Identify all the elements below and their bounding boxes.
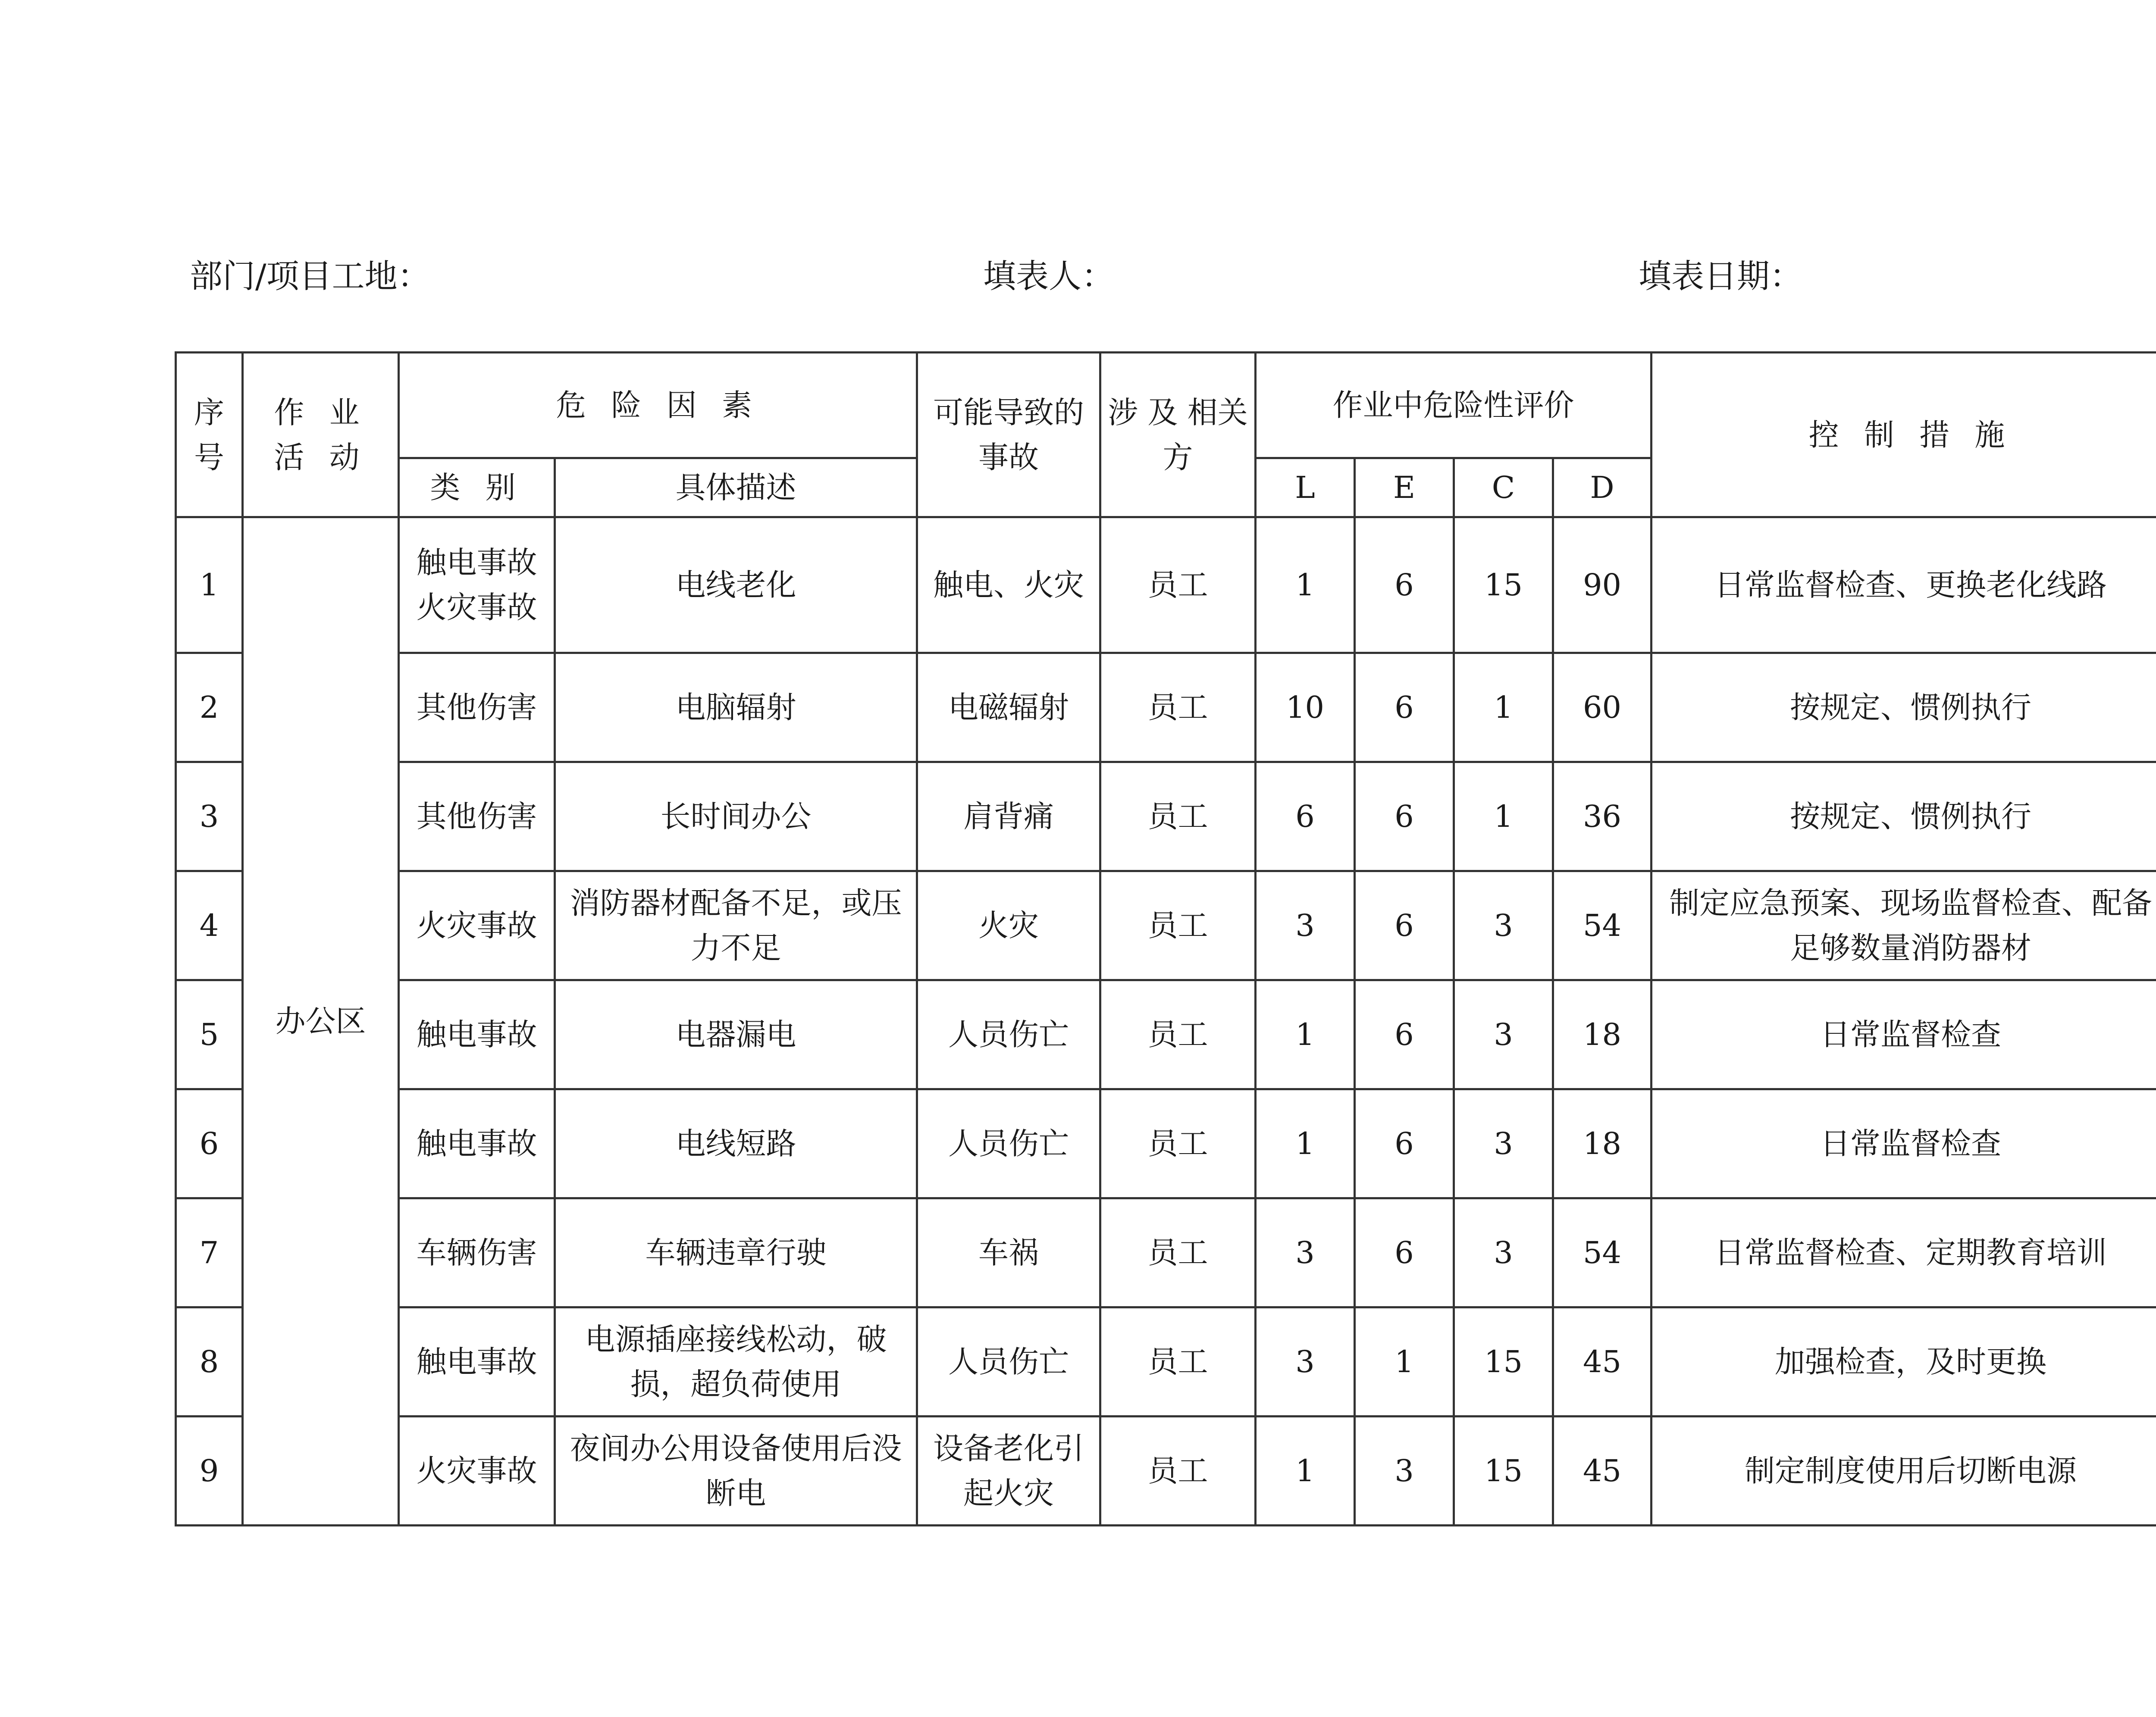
seq-cell: 5 [176,980,243,1089]
table-row [176,762,2156,871]
c-cell: 1 [1454,653,1553,762]
header-category: 类 别 [399,458,555,517]
d-cell: 90 [1553,517,1651,653]
date-label: 填表日期： [1639,257,1802,295]
header-row-1 [176,353,2156,458]
e-cell: 6 [1355,517,1454,653]
seq-cell: 8 [176,1307,243,1417]
e-cell: 1 [1355,1307,1454,1417]
d-cell: 18 [1553,1089,1651,1198]
c-cell: 3 [1454,871,1553,980]
form-header [0,241,2156,302]
party-cell: 员工 [1100,1089,1256,1198]
control-cell: 按规定、惯例执行 [1651,762,2156,871]
d-cell: 45 [1553,1307,1651,1417]
party-cell: 员工 [1100,1198,1256,1307]
category-cell: 其他伤害 [399,762,555,871]
e-cell: 6 [1355,1198,1454,1307]
seq-cell: 7 [176,1198,243,1307]
accident-cell: 设备老化引起火灾 [917,1417,1100,1526]
d-cell: 45 [1553,1417,1651,1526]
party-cell: 员工 [1100,762,1256,871]
accident-cell: 人员伤亡 [917,1307,1100,1417]
l-cell: 3 [1256,1198,1355,1307]
e-cell: 6 [1355,762,1454,871]
accident-cell: 人员伤亡 [917,980,1100,1089]
control-cell: 制定应急预案、现场监督检查、配备足够数量消防器材 [1651,871,2156,980]
category-cell: 车辆伤害 [399,1198,555,1307]
d-cell: 36 [1553,762,1651,871]
c-cell: 15 [1454,1307,1553,1417]
l-cell: 3 [1256,871,1355,980]
description-cell: 电线短路 [555,1089,917,1198]
party-cell: 员工 [1100,653,1256,762]
l-cell: 10 [1256,653,1355,762]
accident-cell: 触电、火灾 [917,517,1100,653]
l-cell: 3 [1256,1307,1355,1417]
accident-cell: 车祸 [917,1198,1100,1307]
department-label: 部门/项目工地： [190,257,430,295]
table-row [176,871,2156,980]
table-row [176,1307,2156,1417]
party-cell: 员工 [1100,871,1256,980]
d-cell: 18 [1553,980,1651,1089]
header-hazard-factors: 危 险 因 素 [399,353,917,458]
c-cell: 15 [1454,517,1553,653]
header-description: 具体描述 [555,458,917,517]
control-cell: 日常监督检查 [1651,980,2156,1089]
party-cell: 员工 [1100,980,1256,1089]
c-cell: 15 [1454,1417,1553,1526]
category-cell: 其他伤害 [399,653,555,762]
description-cell: 长时间办公 [555,762,917,871]
category-cell: 触电事故火灾事故 [399,517,555,653]
accident-cell: 人员伤亡 [917,1089,1100,1198]
header-seq: 序号 [176,353,243,517]
description-cell: 电线老化 [555,517,917,653]
d-cell: 60 [1553,653,1651,762]
header-possible-accident: 可能导致的事故 [917,353,1100,517]
header-c: C [1454,458,1553,517]
control-cell: 日常监督检查、更换老化线路 [1651,517,2156,653]
filler-label: 填表人： [983,257,1114,295]
c-cell: 1 [1454,762,1553,871]
e-cell: 6 [1355,653,1454,762]
category-cell: 触电事故 [399,980,555,1089]
c-cell: 3 [1454,1198,1553,1307]
seq-cell: 9 [176,1417,243,1526]
accident-cell: 火灾 [917,871,1100,980]
accident-cell: 肩背痛 [917,762,1100,871]
header-risk-evaluation: 作业中危险性评价 [1256,353,1651,458]
table-row [176,1198,2156,1307]
control-cell: 加强检查，及时更换 [1651,1307,2156,1417]
l-cell: 1 [1256,517,1355,653]
e-cell: 6 [1355,980,1454,1089]
header-activity: 作 业 活 动 [243,353,399,517]
description-cell: 消防器材配备不足，或压力不足 [555,871,917,980]
description-cell: 电器漏电 [555,980,917,1089]
l-cell: 1 [1256,1089,1355,1198]
l-cell: 6 [1256,762,1355,871]
party-cell: 员工 [1100,517,1256,653]
table-row [176,1089,2156,1198]
d-cell: 54 [1553,871,1651,980]
e-cell: 6 [1355,871,1454,980]
seq-cell: 1 [176,517,243,653]
e-cell: 6 [1355,1089,1454,1198]
description-cell: 车辆违章行驶 [555,1198,917,1307]
header-control-measures: 控 制 措 施 [1651,353,2156,517]
control-cell: 制定制度使用后切断电源 [1651,1417,2156,1526]
header-related-parties: 涉 及 相关方 [1100,353,1256,517]
party-cell: 员工 [1100,1417,1256,1526]
category-cell: 火灾事故 [399,1417,555,1526]
category-cell: 触电事故 [399,1089,555,1198]
party-cell: 员工 [1100,1307,1256,1417]
description-cell: 夜间办公用设备使用后没断电 [555,1417,917,1526]
seq-cell: 3 [176,762,243,871]
category-cell: 触电事故 [399,1307,555,1417]
seq-cell: 6 [176,1089,243,1198]
l-cell: 1 [1256,1417,1355,1526]
table-row [176,653,2156,762]
seq-cell: 4 [176,871,243,980]
table-row [176,1417,2156,1526]
header-l: L [1256,458,1355,517]
c-cell: 3 [1454,1089,1553,1198]
header-d: D [1553,458,1651,517]
header-e: E [1355,458,1454,517]
c-cell: 3 [1454,980,1553,1089]
accident-cell: 电磁辐射 [917,653,1100,762]
control-cell: 按规定、惯例执行 [1651,653,2156,762]
table-row [176,980,2156,1089]
control-cell: 日常监督检查 [1651,1089,2156,1198]
category-cell: 火灾事故 [399,871,555,980]
d-cell: 54 [1553,1198,1651,1307]
seq-cell: 2 [176,653,243,762]
activity-cell: 办公区 [243,517,399,1526]
description-cell: 电源插座接线松动，破损，超负荷使用 [555,1307,917,1417]
table-row [176,517,2156,653]
hazard-assessment-table [175,351,2156,1526]
control-cell: 日常监督检查、定期教育培训 [1651,1198,2156,1307]
e-cell: 3 [1355,1417,1454,1526]
l-cell: 1 [1256,980,1355,1089]
description-cell: 电脑辐射 [555,653,917,762]
